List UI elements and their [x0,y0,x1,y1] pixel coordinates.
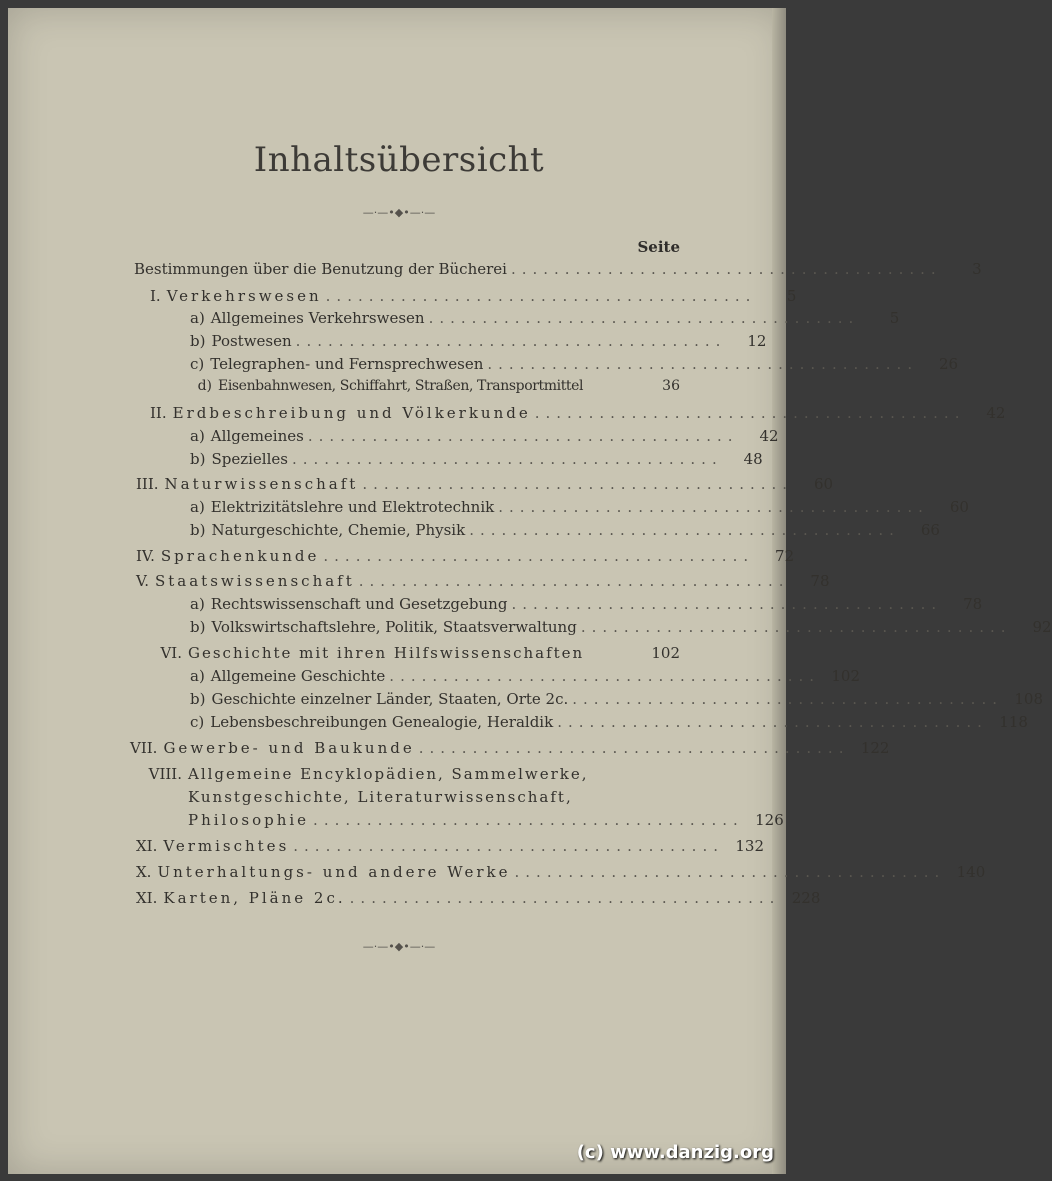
toc-entry-page: 42 [986,404,1006,422]
subentry-letter: b) [190,618,206,636]
subentry-letter: d) [197,378,212,394]
toc-entry-page: 102 [651,644,680,662]
leader-dots: ........................................ [498,498,929,516]
toc-section [130,739,890,757]
leader-dots: ........................................ [487,355,919,373]
toc-entry-page: 3 [972,260,982,278]
toc-entry-page: 140 [956,863,986,881]
toc-section-title-continued: Philosophie [188,811,310,829]
toc-section-title: Gewerbe- und Baukunde [163,739,415,757]
toc-section [136,475,834,493]
leader-dots: ........................................ [511,595,943,613]
toc-subentry [190,355,959,373]
toc-entry-page: 126 [755,811,784,829]
toc-subentry [190,595,983,613]
toc-section-title: Verkehrswesen [166,287,322,305]
ornament-divider-top: —·—•◆•—·— [362,206,436,219]
toc-section-title: Karten, Pläne 2c. [163,889,346,907]
subentry-letter: b) [190,332,206,350]
subentry-letter: a) [190,309,205,327]
toc-subentry-text: Telegraphen- und Fernsprechwesen [210,355,484,373]
toc-subentry [190,378,680,394]
toc-section [124,765,680,783]
ornament-divider-bottom: —·—•◆•—·— [362,940,436,953]
leader-dots: ........................................ [349,889,781,907]
section-number: VI. [160,644,182,662]
toc-section-title: Staatswissenschaft [154,572,355,590]
leader-dots: ........................................ [469,521,900,539]
leader-dots: ........................................ [534,404,966,422]
toc-entry-page: 36 [662,378,680,394]
toc-subentry [190,450,763,468]
toc-entry-page: 122 [860,739,890,757]
leader-dots: ........................................ [418,739,850,757]
toc-subentry [190,618,1052,636]
toc-section [150,404,1006,422]
subentry-letter: a) [190,427,205,445]
toc-section-title: Unterhaltungs- und andere Werke [157,863,511,881]
toc-section [150,287,797,305]
page-column-header: Seite [637,238,680,256]
toc-section [136,572,830,590]
toc-subentry-text: Lebensbeschreibungen Genealogie, Heraldik [210,713,554,731]
page-title: Inhaltsübersicht [253,140,545,180]
toc-section [136,837,764,855]
leader-dots: ........................................ [510,260,942,278]
subentry-letter: a) [190,498,205,516]
toc-subentry [190,713,1028,731]
section-number: VII. [130,739,158,757]
toc-entry-page: 48 [743,450,763,468]
toc-subentry-text: Allgemeines Verkehrswesen [210,309,425,327]
toc-section [136,644,680,662]
toc-subentry [190,690,1043,708]
leader-dots: ........................................ [557,713,988,731]
toc-entry-page: 12 [747,332,767,350]
toc-subentry [190,498,969,516]
toc-entry-page: 72 [775,547,795,565]
toc-section-title: Vermischtes [163,837,290,855]
toc-subentry [190,667,861,685]
toc-entry-page: 66 [920,521,940,539]
toc-entry-page: 102 [831,667,861,685]
toc-section [188,811,784,829]
toc-subentry [190,309,900,327]
section-number: XI. [136,837,158,855]
section-number: IV. [136,547,155,565]
toc-entry-page: 228 [791,889,821,907]
toc-subentry [190,521,940,539]
leader-dots: ........................................ [514,863,946,881]
leader-dots: ........................................ [313,811,744,829]
leader-dots: ........................................ [323,547,755,565]
section-number: I. [150,287,161,305]
toc-entry-page: 5 [889,309,900,327]
toc-entry-page: 78 [810,572,830,590]
toc-subentry-text: Elektrizitätslehre und Elektrotechnik [210,498,495,516]
subentry-letter: a) [190,667,205,685]
toc-entry-page: 26 [939,355,959,373]
toc-subentry-text: Volkswirtschaftslehre, Politik, Staatsverwaltung [211,618,577,636]
toc-subentry-text: Allgemeine Geschichte [210,667,386,685]
leader-dots: ........................................ [428,309,860,327]
leader-dots: ........................................ [293,837,724,855]
toc-subentry-text: Spezielles [211,450,288,468]
leader-dots: ........................................ [295,332,727,350]
toc-subentry-text: Postwesen [211,332,292,350]
toc-entry-text: Bestimmungen über die Benutzung der Bücherei [134,260,507,278]
leader-dots: ........................................ [325,287,757,305]
copyright-watermark: (c) www.danzig.org [576,1142,774,1163]
toc-subentry-text: Geschichte einzelner Länder, Staaten, Orte 2c. [211,690,569,708]
toc-section-title: Naturwissenschaft [164,475,359,493]
toc-entry-page: 132 [735,837,764,855]
toc-entry-page: 78 [963,595,983,613]
toc-subentry [190,332,767,350]
subentry-letter: b) [190,690,206,708]
toc-entry-page: 92 [1032,618,1052,636]
section-number: III. [136,475,159,493]
toc-section [136,547,795,565]
leader-dots: ........................................ [389,667,821,685]
toc-entry-page: 108 [1014,690,1043,708]
toc-section-title: Geschichte mit ihren Hilfswissenschaften [188,644,585,662]
toc-section [136,863,986,881]
toc-subentry-text: Allgemeines [210,427,304,445]
toc-subentry-text: Naturgeschichte, Chemie, Physik [211,521,466,539]
toc-entry-page: 118 [999,713,1028,731]
leader-dots: ........................................ [572,690,1003,708]
leader-dots: ........................................ [580,618,1012,636]
toc-entry [134,260,982,278]
section-number: V. [136,572,149,590]
toc-entry-page: 60 [813,475,834,493]
subentry-letter: c) [190,355,205,373]
toc-entry-page: 5 [786,287,797,305]
toc-entry-page: 60 [949,498,969,516]
subentry-letter: a) [190,595,205,613]
toc-entry-page: 42 [759,427,779,445]
leader-dots: ........................................ [362,475,794,493]
subentry-letter: b) [190,450,206,468]
leader-dots: ........................................ [358,572,790,590]
subentry-letter: b) [190,521,206,539]
toc-section [136,889,821,907]
section-number: VIII. [148,765,182,783]
section-number: II. [150,404,167,422]
toc-subentry-text: Eisenbahnwesen, Schiffahrt, Straßen, Transportmittel [218,378,584,394]
subentry-letter: c) [190,713,205,731]
toc-section-title-continued: Kunstgeschichte, Literaturwissenschaft, [188,788,573,806]
section-number: XI. [136,889,158,907]
toc-subentry [190,427,779,445]
toc-section-title: Erdbeschreibung und Völkerkunde [172,404,531,422]
leader-dots: ........................................ [307,427,739,445]
section-number: X. [136,863,152,881]
toc-subentry-text: Rechtswissenschaft und Gesetzgebung [210,595,508,613]
toc-section-title: Sprachenkunde [160,547,320,565]
leader-dots: ........................................ [291,450,723,468]
toc-section-title: Allgemeine Encyklopädien, Sammelwerke, [188,765,589,783]
